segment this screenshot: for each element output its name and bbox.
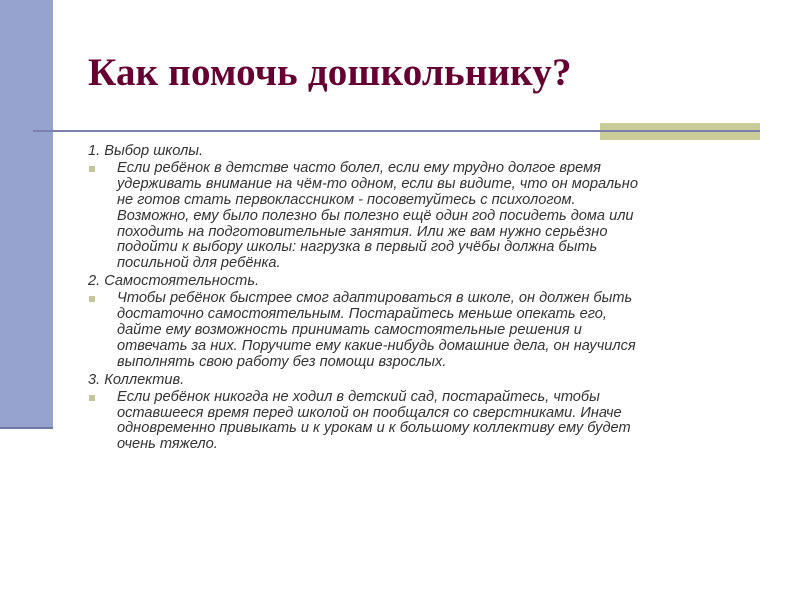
bullet-item-school-choice — [88, 161, 768, 272]
text-line: выполнять свою работу без помощи взрослых. — [117, 353, 447, 370]
text-line: отвечать за них. Поручите ему какие-нибудь домашние дела, он научился — [117, 337, 636, 354]
slide-title: Как помочь дошкольнику? — [88, 51, 572, 94]
text-line: Чтобы ребёнок быстрее смог адаптироваться в школе, он должен быть — [117, 290, 633, 307]
left-decorative-bar — [0, 0, 53, 429]
square-bullet-icon — [89, 166, 95, 172]
text-line: посильной для ребёнка. — [117, 255, 281, 272]
square-bullet-icon — [89, 395, 95, 401]
section-heading-independence: 2. Самостоятельность. — [88, 273, 260, 290]
square-bullet-icon — [89, 296, 95, 302]
bullet-item-independence — [88, 291, 768, 371]
text-line: Возможно, ему было полезно бы полезно ещё один год посидеть дома или — [117, 207, 634, 224]
text-line: очень тяжело. — [117, 436, 218, 453]
section-heading-school-choice: 1. Выбор школы. — [88, 143, 204, 159]
text-line: удерживать внимание на чём-то одном, если вы видите, что он морально — [117, 175, 638, 192]
slide-body — [88, 142, 768, 455]
text-line: достаточно самостоятельным. Постарайтесь меньше опекать его, — [117, 306, 607, 323]
text-line: одновременно привыкать и к урокам и к большому коллективу ему будет — [117, 420, 631, 437]
text-line: походить на подготовительные занятия. Или же вам нужно серьёзно — [117, 223, 608, 240]
text-line: подойти к выбору школы: нагрузка в первый год учёбы должна быть — [117, 239, 598, 256]
section-heading-collective: 3. Коллектив. — [88, 371, 185, 388]
text-line: оставшееся время перед школой он пообщался со сверстниками. Иначе — [117, 404, 622, 421]
text-line: не готов стать первоклассником - посоветуйтесь с психологом. — [117, 191, 576, 208]
title-divider — [33, 130, 760, 132]
bullet-item-collective — [88, 390, 768, 454]
text-line: Если ребёнок никогда не ходил в детский сад, постарайтесь, чтобы — [117, 388, 600, 405]
text-line: дайте ему возможность принимать самостоятельные решения и — [117, 321, 582, 338]
text-line: Если ребёнок в детстве часто болел, если ему трудно долгое время — [117, 159, 601, 176]
